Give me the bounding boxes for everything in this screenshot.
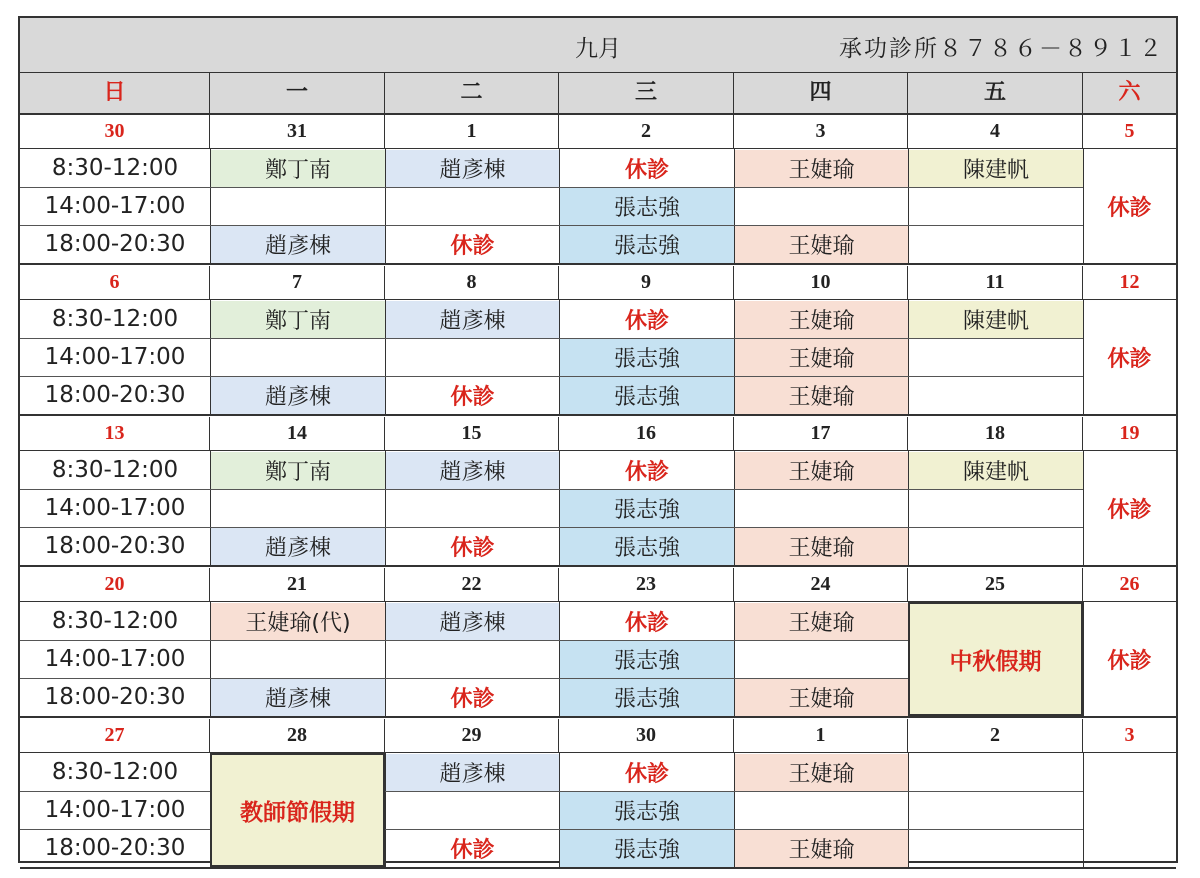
grid-line [210,149,211,263]
date-number: 12 [1119,271,1140,293]
grid-line [734,678,908,679]
grid-line [908,489,1083,490]
time-slot-label: 18:00-20:30 [44,684,186,710]
grid-line [559,225,734,226]
empty-slot [211,490,385,527]
grid-line [385,829,559,830]
grid-line [210,753,211,867]
date-number: 24 [734,568,908,601]
doctor-slot: 張志強 [560,188,734,225]
grid-line [385,376,559,377]
grid-line [559,678,734,679]
grid-line [734,225,908,226]
grid-line [210,678,385,679]
holiday-block: 教師節假期 [210,753,385,867]
grid-line [908,602,909,716]
date-number: 2 [559,115,734,148]
doctor-slot: 張志強 [560,528,734,565]
grid-line [1083,753,1084,867]
doctor-slot: 張志強 [560,792,734,829]
grid-line [559,300,560,414]
empty-slot [735,490,908,527]
empty-slot [386,490,559,527]
date-row [20,115,1176,149]
date-number: 3 [1124,724,1135,746]
grid-line [908,225,1083,226]
date-number: 31 [210,115,385,148]
grid-line [210,451,211,565]
schedule-sheet [18,16,1178,863]
doctor-slot: 王婕瑜 [735,452,908,489]
grid-line [908,791,1083,792]
doctor-slot: 休診 [624,460,669,485]
doctor-slot: 趙彥棟 [211,377,385,414]
grid-line [734,753,735,867]
date-row [20,266,1176,300]
grid-line [385,527,559,528]
grid-line [385,489,559,490]
grid-line [734,187,908,188]
empty-slot [909,528,1083,565]
grid-line [559,829,734,830]
grid-line [734,791,908,792]
doctor-slot: 王婕瑜 [735,226,908,263]
time-slot-label: 8:30-12:00 [51,306,179,332]
doctor-slot: 休診 [624,158,669,183]
grid-line [210,225,385,226]
date-row [20,568,1176,602]
grid-line [20,489,210,490]
date-number: 27 [20,719,210,752]
grid-line [385,753,386,867]
grid-line [1083,602,1084,716]
grid-line [210,640,385,641]
date-number: 28 [210,719,385,752]
grid-line [385,225,559,226]
empty-slot [735,188,908,225]
grid-line [559,187,734,188]
doctor-slot: 休診 [450,385,495,410]
weekday-label-0: 日 [20,73,210,113]
grid-line [20,829,210,830]
time-slot-label: 14:00-17:00 [44,495,186,521]
doctor-slot: 鄭丁南 [211,150,385,187]
doctor-slot: 趙彥棟 [211,528,385,565]
empty-slot [386,641,559,678]
time-slot-label: 18:00-20:30 [44,382,186,408]
empty-slot [909,830,1083,867]
doctor-slot: 休診 [450,536,495,561]
grid-line [559,489,734,490]
weekday-header-row [20,73,1176,115]
doctor-slot: 王婕瑜 [735,339,908,376]
month-title: 九月 [575,36,621,62]
date-number: 9 [559,266,734,299]
doctor-slot: 張志強 [560,641,734,678]
empty-slot [386,188,559,225]
doctor-slot: 張志強 [560,377,734,414]
empty-slot [909,188,1083,225]
grid-line [734,338,908,339]
grid-line [20,263,1176,265]
grid-line [1083,451,1084,565]
weekday-label-5: 五 [908,73,1083,113]
grid-line [559,791,734,792]
grid-line [385,602,386,716]
empty-slot [211,641,385,678]
grid-line [20,640,210,641]
weekday-label-1: 一 [210,73,385,113]
grid-line [385,678,559,679]
weekday-label-2: 二 [385,73,559,113]
date-number: 30 [20,115,210,148]
time-slot-label: 18:00-20:30 [44,835,186,861]
grid-line [908,187,1083,188]
grid-line [20,678,210,679]
date-number: 18 [908,417,1083,450]
date-number: 2 [908,719,1083,752]
time-slot-label: 14:00-17:00 [44,193,186,219]
date-number: 25 [908,568,1083,601]
doctor-slot: 休診 [450,838,495,863]
grid-line [210,376,385,377]
grid-line [908,338,1083,339]
grid-line [385,338,559,339]
date-number: 23 [559,568,734,601]
time-slot-label: 14:00-17:00 [44,646,186,672]
doctor-slot: 張志強 [560,226,734,263]
doctor-slot: 休診 [624,309,669,334]
grid-line [385,791,559,792]
grid-line [559,602,560,716]
grid-line [385,149,386,263]
grid-line [20,187,210,188]
grid-line [908,451,909,565]
grid-line [385,300,386,414]
weekday-label-3: 三 [559,73,734,113]
grid-line [908,376,1083,377]
grid-line [210,489,385,490]
date-number: 1 [385,115,559,148]
date-number: 3 [734,115,908,148]
grid-line [20,376,210,377]
date-number: 26 [1119,573,1140,595]
grid-line [20,867,1176,869]
grid-line [20,791,210,792]
date-number: 30 [559,719,734,752]
doctor-slot: 休診 [450,687,495,712]
doctor-slot: 趙彥棟 [211,226,385,263]
holiday-block: 中秋假期 [908,602,1083,716]
empty-slot [909,226,1083,263]
grid-line [20,225,210,226]
date-number: 1 [734,719,908,752]
empty-slot [386,339,559,376]
time-slot-label: 8:30-12:00 [51,608,179,634]
doctor-slot: 王婕瑜 [735,754,908,791]
time-slot-label: 18:00-20:30 [44,533,186,559]
doctor-slot: 王婕瑜 [735,603,908,640]
doctor-slot: 陳建帆 [909,452,1083,489]
grid-line [559,753,560,867]
grid-line [734,829,908,830]
doctor-slot: 王婕瑜 [735,301,908,338]
empty-slot [211,339,385,376]
time-slot-label: 14:00-17:00 [44,344,186,370]
grid-line [908,300,909,414]
doctor-slot: 王婕瑜 [735,830,908,867]
saturday-off: 休診 [1107,497,1152,523]
grid-line [1083,300,1084,414]
grid-line [210,187,385,188]
date-number: 6 [20,266,210,299]
doctor-slot: 趙彥棟 [386,301,559,338]
date-number: 5 [1124,120,1135,142]
date-number: 19 [1119,422,1140,444]
doctor-slot: 張志強 [560,679,734,716]
grid-line [385,640,559,641]
doctor-slot: 趙彥棟 [386,754,559,791]
saturday-off: 休診 [1107,648,1152,674]
grid-line [559,338,734,339]
empty-slot [909,377,1083,414]
grid-line [385,187,559,188]
grid-line [734,149,735,263]
grid-line [210,338,385,339]
doctor-slot: 休診 [624,611,669,636]
grid-line [210,527,385,528]
doctor-slot: 陳建帆 [909,301,1083,338]
grid-line [734,451,735,565]
grid-line [20,338,210,339]
date-number: 14 [210,417,385,450]
saturday-off: 休診 [1107,195,1152,221]
date-number: 16 [559,417,734,450]
grid-line [20,565,1176,567]
grid-line [908,527,1083,528]
grid-line [210,300,211,414]
grid-line [908,149,909,263]
weekday-label-4: 四 [734,73,908,113]
grid-line [908,829,1083,830]
clinic-phone: 承功診所８７８６－８９１２ [839,36,1164,62]
empty-slot [909,792,1083,829]
date-number: 4 [908,115,1083,148]
empty-slot [909,339,1083,376]
grid-line [734,300,735,414]
empty-slot [386,792,559,829]
doctor-slot: 鄭丁南 [211,452,385,489]
grid-line [908,753,909,867]
time-slot-label: 14:00-17:00 [44,797,186,823]
grid-line [734,640,908,641]
date-number: 22 [385,568,559,601]
doctor-slot: 趙彥棟 [211,679,385,716]
empty-slot [909,490,1083,527]
saturday-off [1083,753,1176,867]
doctor-slot: 王婕瑜 [735,679,908,716]
doctor-slot: 王婕瑜 [735,150,908,187]
date-number: 29 [385,719,559,752]
doctor-slot: 王婕瑜 [735,377,908,414]
grid-line [734,489,908,490]
date-number: 20 [20,568,210,601]
doctor-slot: 休診 [624,762,669,787]
grid-line [385,451,386,565]
doctor-slot: 趙彥棟 [386,603,559,640]
doctor-slot: 王婕瑜(代) [211,603,385,640]
grid-line [20,414,1176,416]
date-number: 8 [385,266,559,299]
empty-slot [909,754,1083,791]
time-slot-label: 18:00-20:30 [44,231,186,257]
grid-line [559,149,560,263]
doctor-slot: 陳建帆 [909,150,1083,187]
grid-line [1083,149,1084,263]
weekday-label-6: 六 [1118,80,1141,105]
date-number: 15 [385,417,559,450]
saturday-off: 休診 [1107,346,1152,372]
date-number: 7 [210,266,385,299]
grid-line [734,527,908,528]
grid-line [210,602,211,716]
date-number: 10 [734,266,908,299]
time-slot-label: 8:30-12:00 [51,155,179,181]
doctor-slot: 張志強 [560,830,734,867]
empty-slot [735,792,908,829]
time-slot-label: 8:30-12:00 [51,759,179,785]
grid-line [559,451,560,565]
doctor-slot: 休診 [450,234,495,259]
doctor-slot: 趙彥棟 [386,150,559,187]
date-number: 21 [210,568,385,601]
grid-line [734,602,735,716]
date-row [20,417,1176,451]
grid-line [20,527,210,528]
doctor-slot: 王婕瑜 [735,528,908,565]
title-bar [20,18,1176,73]
empty-slot [735,641,908,678]
date-number: 17 [734,417,908,450]
empty-slot [211,188,385,225]
grid-line [734,376,908,377]
date-number: 11 [908,266,1083,299]
date-row [20,719,1176,753]
grid-line [559,640,734,641]
date-number: 13 [20,417,210,450]
time-slot-label: 8:30-12:00 [51,457,179,483]
grid-line [559,376,734,377]
grid-line [559,527,734,528]
grid-line [20,716,1176,718]
doctor-slot: 鄭丁南 [211,301,385,338]
doctor-slot: 趙彥棟 [386,452,559,489]
doctor-slot: 張志強 [560,339,734,376]
doctor-slot: 張志強 [560,490,734,527]
